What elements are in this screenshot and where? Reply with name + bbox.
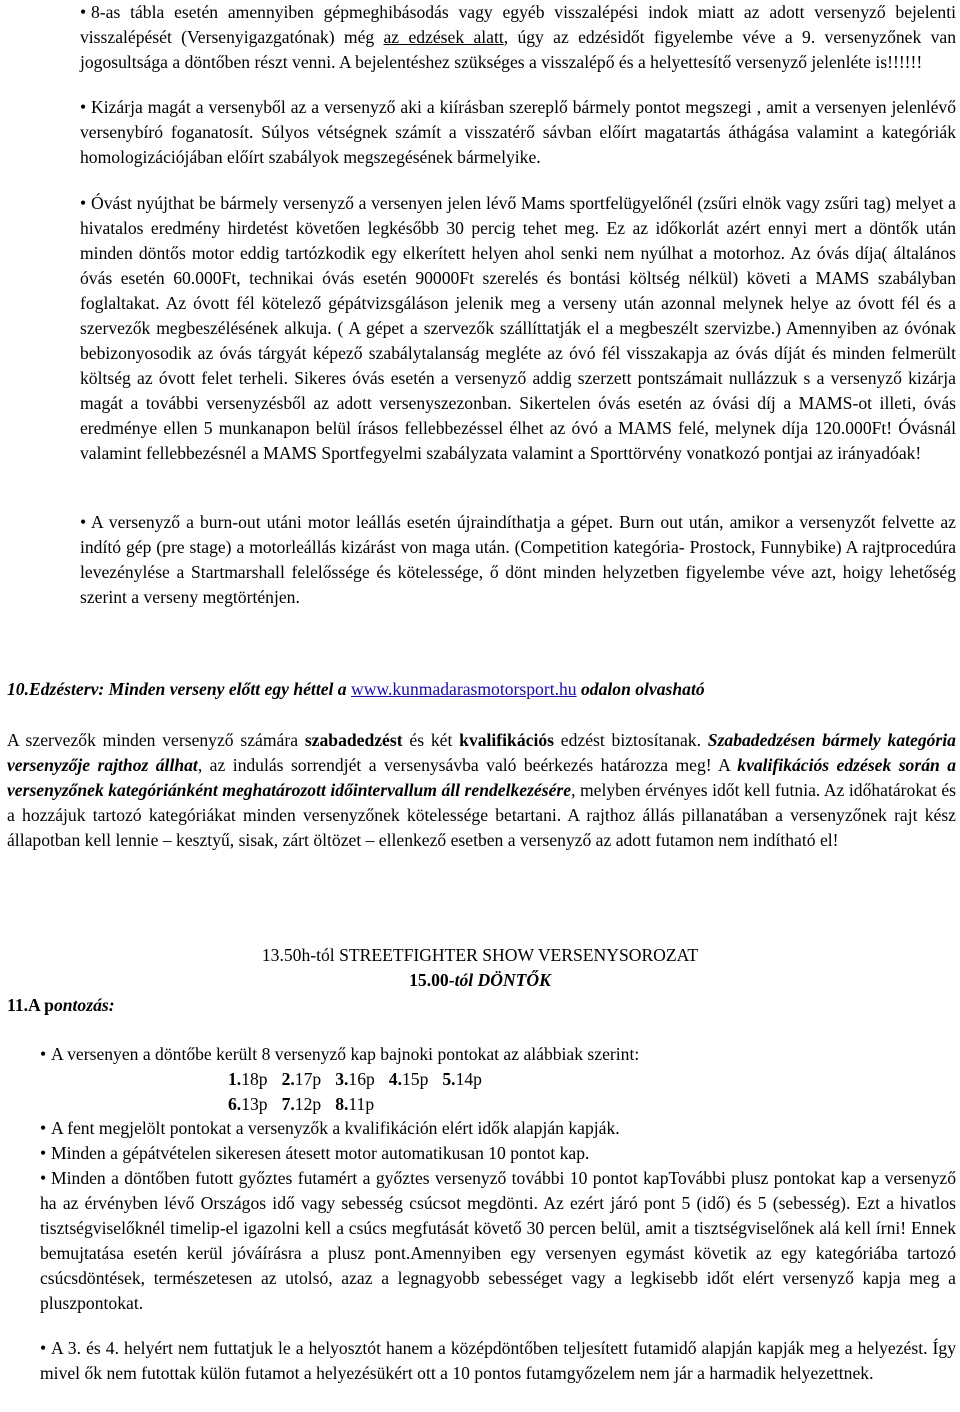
points-entry: 5.14p (442, 1069, 482, 1089)
points-entry: 7.12p (281, 1094, 322, 1114)
paragraph-withdrawal: • 8-as tábla esetén amennyiben gépmeghibásodás vagy egyéb visszalépési indok miatt az adott versenyző bejelenti visszalépését (Versenyigazgatónak) még az edzések alatt, úgy az edzésidőt figyelembe véve a 9. versenyzőnek van jogosultsága a döntőben részt venni. A bejelentéshez szükséges a visszalépő és a helyettesítő versenyző jelenléte is!!!!!! (80, 2, 956, 72)
points-row-2 (228, 1092, 388, 1117)
underlined-phrase: az edzések alatt (383, 27, 504, 47)
paragraph-disqualification: • Kizárja magát a versenyből az a versenyző aki a kiírásban szereplő bármely pontot megszegi , amit a versenyen jelenlévő versenybíró foganatosít. Súlyos vétségnek számít a visszatérő sávban előírt magatartás áthágása valamint a kategóriák homologizációjában előírt szabályok megszegésének bármelyike. (80, 97, 956, 167)
points-rule-inspection: • Minden a gépátvételen sikeresen átesett motor automatikusan 10 pontot kap. (40, 1141, 956, 1166)
bullet-icon: • (80, 97, 87, 117)
website-link[interactable]: www.kunmadarasmotorsport.hu (351, 679, 577, 699)
bullet-icon: • (80, 2, 87, 22)
points-rule-race-wins: • Minden a döntőben futott győztes futamért a győztes versenyző további 10 pontot kapTovábbi plusz pontokat kap a versenyző ha az érvényben lévő Országos idő vagy sebesség csúcsot megdönti. Az ezért járó pont 5 (idő) és 5 (sebesség). Ezt a hivatlos tisztségviselőknél timelip-el igazolni kell a csúcs megfutását követő 30 percen belül, amit a tisztségviselőnek alá kell írni! Ennek bemujtatása esetén kerül jóváírásra a plusz pont.Amennyiben egy versenyen egymást követik az egy kategóriába tartozó csúcsdöntések, természetesen az utolsó, azaz a legnagyobb sebességet vagy a legkisebb időt elért versenyző kapja meg a pluszpontokat. (40, 1168, 956, 1313)
points-intro: • A versenyen a döntőbe került 8 versenyző kap bajnoki pontokat az alábbiak szerint: (40, 1042, 956, 1067)
points-rule-third-fourth: • A 3. és 4. helyért nem futtatjuk le a helyosztót hanem a középdöntőben teljesített futamidő alapján kapják meg a helyezést. Így mivel ők nem futottak külön futamot a helyezésükért ott a 10 pontos futamgyőzelem nem jár a harmadik helyezettnek. (40, 1338, 956, 1383)
points-entry: 6.13p (228, 1094, 268, 1114)
points-rule-qualification: • A fent megjelölt pontokat a versenyzők a kvalifikáción elért idők alapján kapják. (40, 1116, 956, 1141)
points-entry: 3.16p (335, 1069, 375, 1089)
bullet-icon: • (40, 1168, 47, 1188)
paragraph-burnout: • A versenyző a burn-out utáni motor leállás esetén újraindíthatja a gépet. Burn out után, amikor a versenyzőt felvette az indító gép (pre stage) a motorleállás kizárást von maga után. (Competition kategória- Prostock, Funnybike) A rajtprocedúra levezénylése a Startmarshall felelőssége és kötelessége, ő dönt minden helyzetben figyelembe véve azt, hoigy lehetőség szerint a verseny megtörténjen. (80, 512, 956, 607)
bullet-icon: • (40, 1044, 47, 1064)
show-schedule (200, 943, 760, 993)
section-10-heading: 10.Edzésterv: Minden verseny előtt egy héttel a www.kunmadarasmotorsport.hu odalon olvasható (7, 679, 705, 699)
bullet-icon: • (40, 1118, 47, 1138)
show-title: 13.50h-tól STREETFIGHTER SHOW VERSENYSOROZAT (261, 945, 699, 965)
points-entry: 1.18p (228, 1069, 268, 1089)
section-10-body: A szervezők minden versenyző számára szabadedzést és két kvalifikációs edzést biztosítanak. Szabadedzésen bármely kategória versenyzője rajthoz állhat, az indulás sorrendjét a versenysávba való beérkezés határozza meg! A kvalifikációs edzések során a versenyzőnek kategóriánként meghatározott időintervallum áll rendelkezésére, melyben érvényes időt kell futnia. Az időhatárokat és a hozzájuk tartozó kategóriákat minden versenyzőnek kötelessége betartani. A rajthoz állás pillanatában a versenyzőnek rajt kész állapotban kell lennie – kesztyű, sisak, zárt öltözet – ellenkező esetben a versenyző az adott futamon nem indítható el! (7, 730, 957, 850)
paragraph-protest: • Óvást nyújthat be bármely versenyző a versenyen jelen lévő Mams sportfelügyelőnél (zsűri elnök vagy zsűri tag) melyet a hivatalos eredmény hirdetést követően legkésőbb 30 percig tehet meg. Ez az időkorlát azért ennyi mert a döntők után minden döntős motor eddig tartózkodik egy elkerített helyen ahol senki nem nyúlhat a motorhoz. Az óvás díja( általános óvás esetén 60.000Ft, technikai óvás esetén 90000Ft szerelés és bontási költség nélkül) követi a MAMS szabályban foglaltakat. Az óvott fél kötelező gépátvizsgáláson jelenik meg a verseny után azonnal melynek helye az óvott fél és a szervezők megbeszélésének alkuja. ( A gépet a szervezők szállíttatják el a megbeszélt szervizbe.) Amennyiben az óvónak bebizonyosodik az óvás tárgyát képező szabálytalanság megléte az óvó fél visszakapja az óvás díját és minden felmerült költség az óvott felet terheli. Sikeres óvás esetén a versenyző addig szerzett pontszámait nullázzuk s a versenyző kizárja magát a további versenyzésből az adott versenyszezonban. Sikertelen óvás esetén az óvási díj a MAMS-ot illeti, óvás eredménye ellen 5 munkanapon belül írásos fellebbezéssel élhet az óvó a MAMS felé, melynek díja 120.000Ft! Óvásnál valamint fellebbezésnél a MAMS Sportfegyelmi szabályzata valamint a Sporttörvény vonatkozó pontjai az irányadóak! (80, 193, 956, 463)
points-row-1 (228, 1067, 496, 1092)
points-entry: 4.15p (388, 1069, 429, 1089)
section-11-heading: 11.A pontozás: (7, 995, 115, 1015)
finals-time: 15.00-tól DÖNTŐK (409, 970, 551, 990)
bullet-icon: • (40, 1143, 47, 1163)
bullet-icon: • (80, 512, 87, 532)
points-entry: 8.11p (335, 1094, 375, 1114)
bullet-icon: • (80, 193, 87, 213)
bullet-icon: • (40, 1338, 47, 1358)
points-entry: 2.17p (281, 1069, 322, 1089)
